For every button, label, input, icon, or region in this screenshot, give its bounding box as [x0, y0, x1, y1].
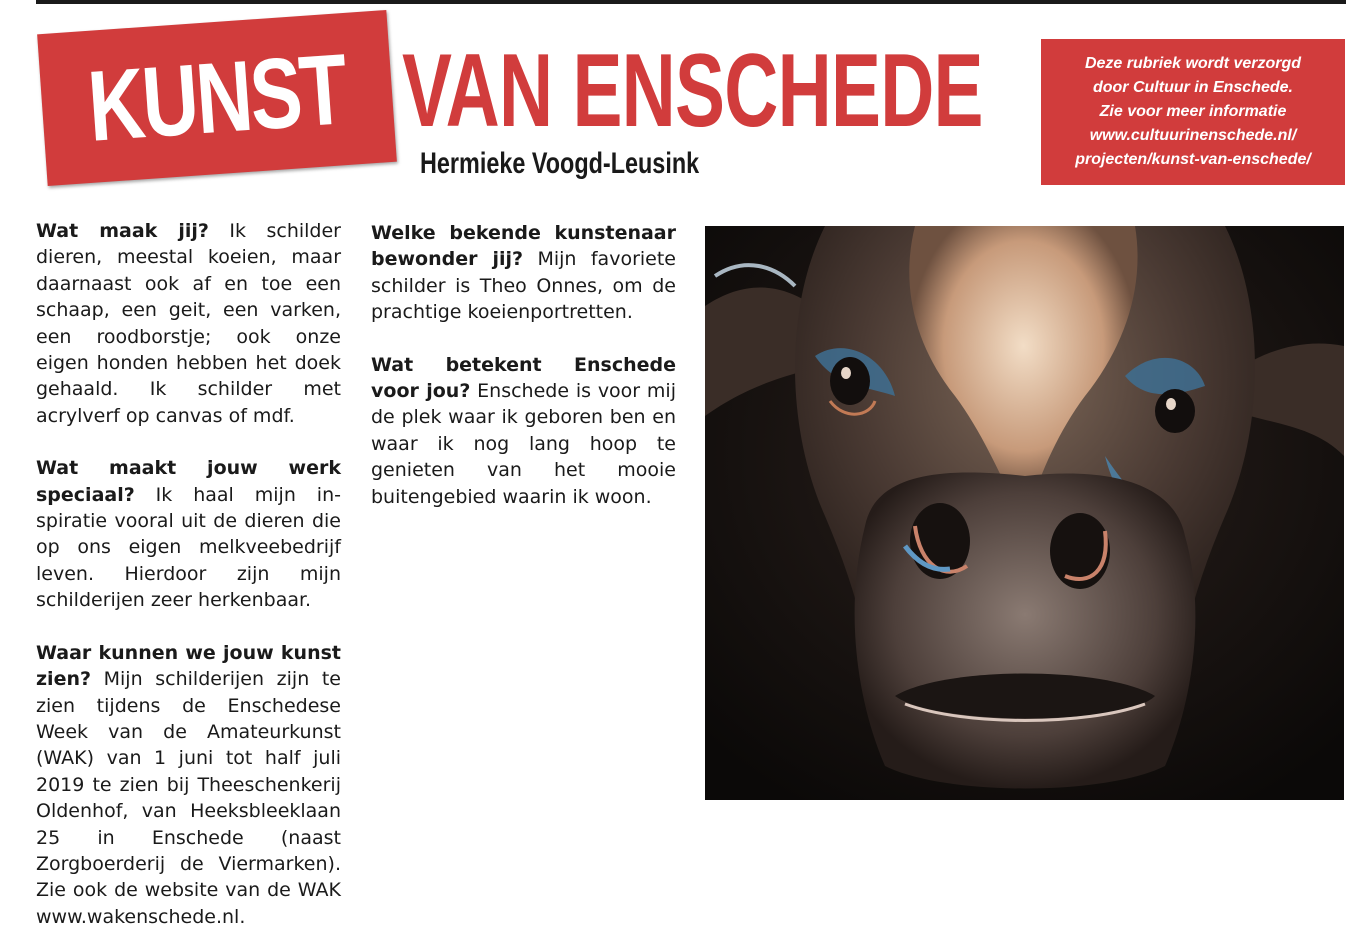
question: Waar kunnen we jouw kunst zien? — [36, 641, 341, 691]
cow-painting-image — [705, 226, 1344, 800]
qa-paragraph — [371, 352, 676, 510]
info-line: Zie voor meer informatie — [1099, 103, 1287, 120]
answer: Enschede is voor mij de plek waar ik geboren ben en waar ik nog lang hoop te genieten van het mooie buitengebied waarin ik woon. — [371, 380, 676, 508]
answer: Ik schilder dieren, meestal koeien, maar daarnaast ook af en toe een schaap, een geit, een varken, een roodborstje; ook onze eigen honden hebben het doek gehaald. Ik schilder met acrylverf op canvas of mdf. — [36, 220, 341, 427]
qa-paragraph — [371, 220, 676, 326]
info-line-url: www.cultuurinenschede.nl/ — [1089, 127, 1297, 144]
kunst-label: KUNST — [84, 33, 350, 163]
info-line: Deze rubriek wordt verzorgd — [1084, 55, 1302, 72]
cow-painting — [705, 226, 1344, 800]
info-line: door Cultuur in Enschede. — [1092, 79, 1293, 96]
page-title: VAN ENSCHEDE — [402, 33, 983, 149]
answer: Mijn schilderijen zijn te zien tijdens de Enschedese Week van de Amateurkunst (WAK) van 1 juni tot half juli 2019 te zien bij Theeschenkerij Oldenhof, van Heeksbleeklaan 25 in Enschede (naast Zorgboerderij de Viermarken). Zie ook de website van de WAK www.wakenschede.nl. — [36, 668, 341, 928]
question: Wat maak jij? — [36, 220, 209, 242]
kunst-banner — [37, 10, 397, 186]
artist-name: Hermieke Voogd-Leusink — [420, 147, 700, 180]
answer: Ik haal mijn inspiratie vooral uit de dieren die op ons eigen melkveebedrijf leven. Hierdoor zijn mijn schilderijen zeer herkenbaar. — [36, 483, 341, 612]
qa-paragraph — [36, 455, 341, 613]
info-box — [1041, 39, 1345, 185]
info-line-url: projecten/kunst-van-enschede/ — [1075, 151, 1311, 168]
text-column-middle — [371, 220, 676, 536]
qa-paragraph — [36, 218, 341, 429]
question: Wat betekent Enschede voor jou? — [371, 353, 676, 403]
question: Wat maakt jouw werk speciaal? — [36, 457, 341, 506]
qa-paragraph — [36, 640, 341, 930]
answer: Mijn favoriete schilder is Theo Onnes, om de prachtige koeienportretten. — [371, 248, 676, 324]
text-column-left — [36, 218, 341, 930]
top-rule — [36, 0, 1346, 4]
question: Welke bekende kunstenaar bewonder jij? — [371, 222, 676, 271]
